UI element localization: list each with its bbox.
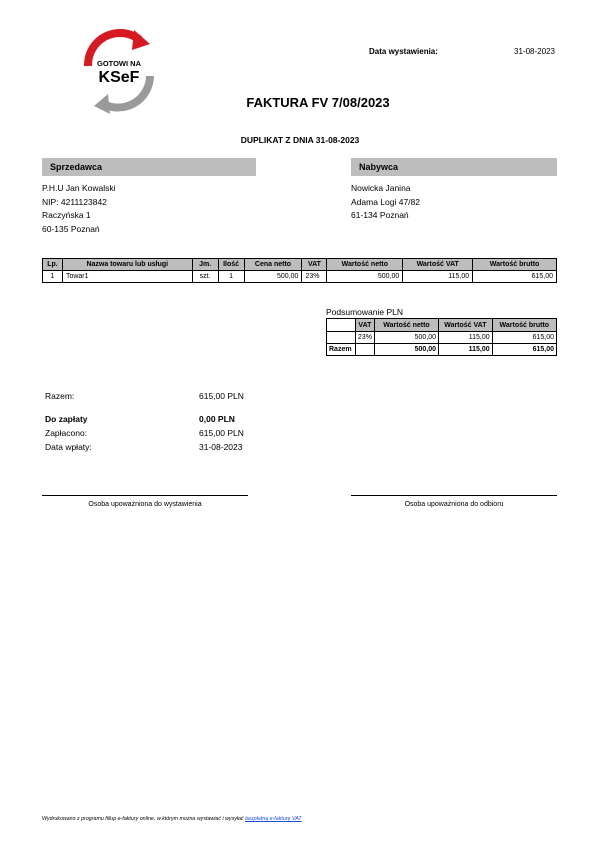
total-value: 615,00 PLN — [199, 391, 244, 401]
cell-unit: szt. — [192, 271, 218, 283]
summary-total-row — [327, 344, 557, 356]
seller-street: Raczyńska 1 — [42, 210, 91, 220]
seller-name: P.H.U Jan Kowalski — [42, 183, 116, 193]
summary-col-vat-value: Wartość VAT — [439, 319, 493, 332]
summary-col-vat: VAT — [355, 319, 374, 332]
logo-text-2: KSeF — [98, 69, 140, 86]
seller-heading: Sprzedawca — [42, 158, 256, 176]
col-name: Nazwa towaru lub usługi — [62, 259, 192, 271]
summary-total-vat-value: 115,00 — [439, 344, 493, 356]
summary-table — [326, 318, 557, 356]
footer-text: Wydrukowano z programu fillup e-faktury online, w którym można wystawiać i wysyłać — [42, 816, 244, 822]
summary-cell-label — [327, 332, 356, 344]
cell-vat: 23% — [302, 271, 327, 283]
cell-net-value: 500,00 — [327, 271, 403, 283]
cell-gross-value: 615,00 — [473, 271, 557, 283]
issuer-signature-line — [42, 495, 248, 496]
items-table — [42, 258, 557, 283]
col-vat-value: Wartość VAT — [403, 259, 473, 271]
seller-details — [42, 182, 116, 236]
col-lp: Lp. — [43, 259, 63, 271]
invoice-title — [0, 95, 600, 110]
issuer-signature-label: Osoba upoważniona do wystawienia — [88, 501, 202, 508]
duplicate-note: DUPLIKAT Z DNIA 31-08-2023 — [240, 135, 360, 145]
cell-lp: 1 — [43, 271, 63, 283]
buyer-street: Adama Logi 47/82 — [351, 196, 420, 207]
summary-title: Podsumowanie PLN — [326, 307, 404, 317]
col-qty: Ilość — [218, 259, 244, 271]
summary-header-row — [327, 319, 557, 332]
issue-date-value: 31-08-2023 — [514, 47, 555, 56]
logo-text-1: GOTOWI NA — [96, 59, 142, 68]
summary-total-label: Razem — [327, 344, 356, 356]
summary-col-empty — [327, 319, 356, 332]
paid-label: Zapłacono: — [45, 428, 88, 438]
summary-cell-vat-value: 115,00 — [439, 332, 493, 344]
col-vat: VAT — [302, 259, 327, 271]
summary-cell-net: 500,00 — [374, 332, 438, 344]
summary-col-gross: Wartość brutto — [492, 319, 556, 332]
logo-red-arrowhead — [132, 30, 150, 50]
seller-nip: NIP: 4211123842 — [42, 196, 107, 207]
cell-vat-value: 115,00 — [403, 271, 473, 283]
payment-date-label: Data wpłaty: — [45, 442, 92, 452]
summary-total-gross: 615,00 — [492, 344, 556, 356]
table-row — [43, 271, 557, 283]
col-net-value: Wartość netto — [327, 259, 403, 271]
cell-qty: 1 — [218, 271, 244, 283]
summary-cell-gross: 615,00 — [492, 332, 556, 344]
total-label: Razem: — [45, 391, 75, 401]
table-row — [327, 332, 557, 344]
invoice-title-text: FAKTURA FV 7/08/2023 — [246, 95, 390, 110]
col-net-price: Cena netto — [244, 259, 302, 271]
summary-cell-vat: 23% — [355, 332, 374, 344]
receiver-signature-label: Osoba upoważniona do odbioru — [404, 501, 504, 508]
items-header-row — [43, 259, 557, 271]
buyer-heading: Nabywca — [351, 158, 557, 176]
summary-col-net: Wartość netto — [374, 319, 438, 332]
payment-date-value: 31-08-2023 — [199, 442, 243, 452]
due-label: Do zapłaty — [45, 414, 88, 424]
col-gross-value: Wartość brutto — [473, 259, 557, 271]
buyer-name: Nowicka Janina — [351, 183, 411, 193]
issue-date-label: Data wystawienia: — [369, 47, 438, 56]
col-unit: Jm. — [192, 259, 218, 271]
summary-total-vat — [355, 344, 374, 356]
summary-total-net: 500,00 — [374, 344, 438, 356]
footer-link[interactable]: bezpłatną e-fakturę VAT — [245, 816, 302, 822]
paid-value: 615,00 PLN — [199, 428, 244, 438]
due-value: 0,00 PLN — [199, 414, 235, 424]
cell-name: Towar1 — [62, 271, 192, 283]
seller-city: 60-135 Poznań — [42, 223, 100, 234]
buyer-details — [351, 182, 420, 223]
receiver-signature-line — [351, 495, 557, 496]
buyer-city: 61-134 Poznań — [351, 210, 409, 220]
footer-note — [42, 816, 302, 822]
cell-net-price: 500,00 — [244, 271, 302, 283]
